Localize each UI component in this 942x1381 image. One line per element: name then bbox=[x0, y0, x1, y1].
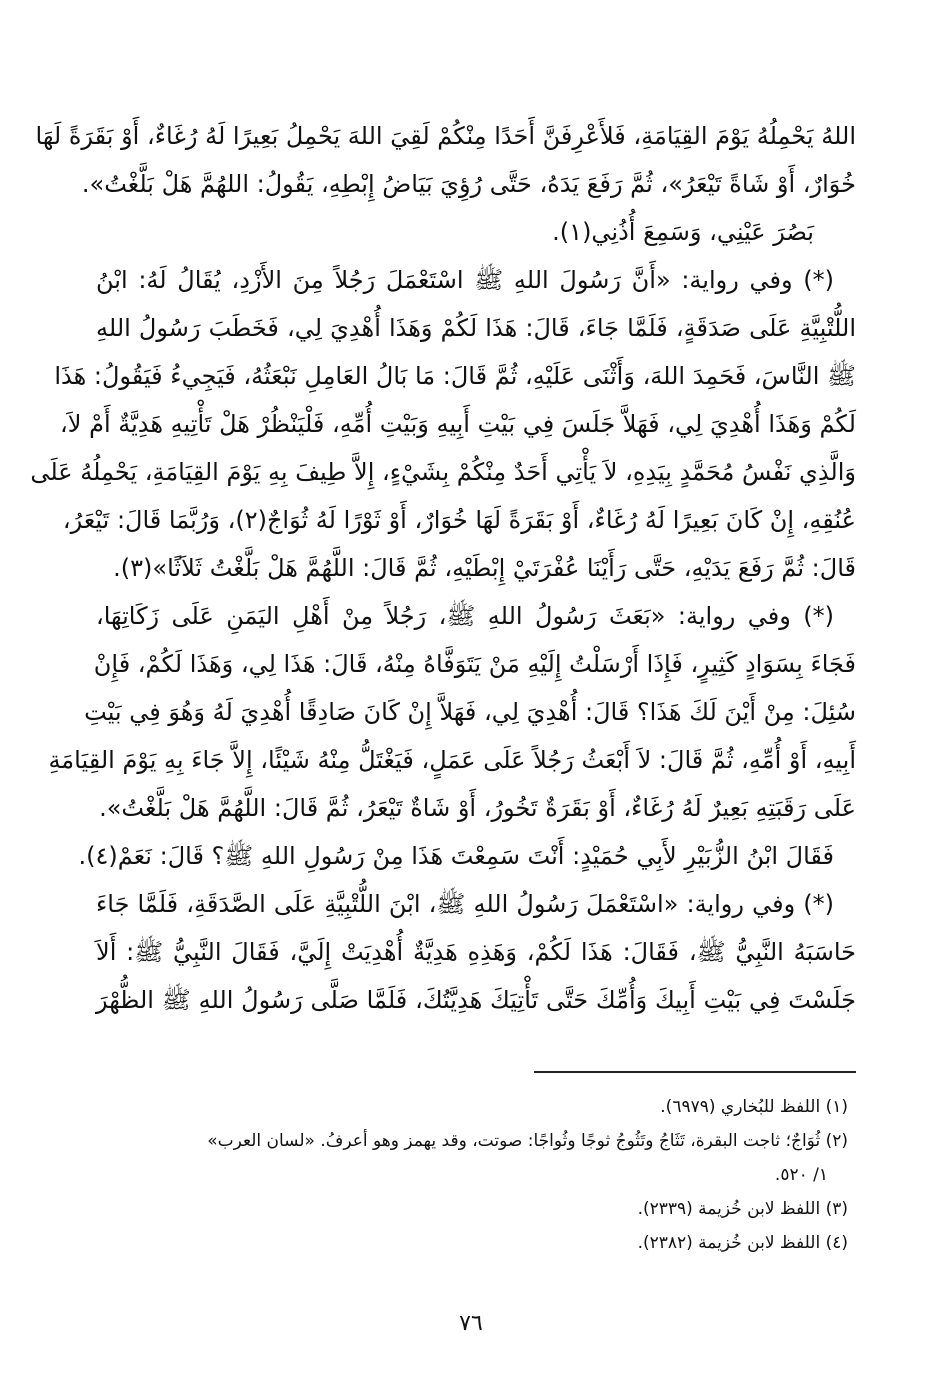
text-line: بَصُرَ عَيْنِي، وَسَمِعَ أُذُنِي(١). bbox=[552, 218, 814, 246]
text-line: فَجَاءَ بِسَوَادٍ كَثِيرٍ، فَإِذَا أَرْسَلْتُ إِلَيْهِ مَنْ يَتَوَفَّاهُ مِنْهُ، قَالَ: هَذَا لِي، وَهَذَا لَكُمْ، فَإِنْ bbox=[93, 650, 856, 678]
text-line: خُوَارٌ، أَوْ شَاةً تَيْعَرُ»، ثُمَّ رَفَعَ يَدَهُ، حَتَّى رُؤِيَ بَيَاضُ إِبْطِهِ، يَقُولُ: اللهُمَّ هَلْ بَلَّغْتُ». bbox=[81, 170, 856, 198]
footnote: (١) اللفظ للبُخاري (٦٩٧٩). bbox=[660, 1097, 848, 1117]
text-line: حَاسَبَهُ النَّبِيُّ ﷺ، فَقَالَ: هَذَا لَكُمْ، وَهَذِهِ هَدِيَّةٌ أُهْدِيَتْ إِلَيَّ، فَقَالَ النَّبِيُّ ﷺ: أَلاَ bbox=[96, 938, 856, 966]
footnotes bbox=[96, 1090, 856, 1260]
footnote: (٤) اللفظ لابن خُزيمة (٢٣٨٢). bbox=[637, 1233, 848, 1253]
footnote-continuation: ١/ ٥٢٠. bbox=[774, 1165, 828, 1185]
text-line: (*) وفي رواية: «اسْتَعْمَلَ رَسُولُ اللهِ ﷺ، ابْنَ اللُّتْبِيَّةِ عَلَى الصَّدَقَةِ، فَلَمَّا جَاءَ bbox=[96, 890, 834, 918]
text-line: جَلَسْتَ فِي بَيْتِ أَبِيكَ وَأُمِّكَ حَتَّى تَأْتِيَكَ هَدِيَّتُكَ، فَلَمَّا صَلَّى رَسُولُ اللهِ ﷺ الظُّهْرَ bbox=[96, 986, 856, 1014]
footnote-separator bbox=[534, 1071, 856, 1073]
text-line: (*) وفي رواية: «أَنَّ رَسُولَ اللهِ ﷺ اسْتَعْمَلَ رَجُلاً مِنَ الأَزْدِ، يُقَالُ لَهُ: ابْنُ bbox=[96, 266, 834, 294]
text-line: قَالَ: ثُمَّ رَفَعَ يَدَيْهِ، حَتَّى رَأَيْنَا عُفْرَتَيْ إِبْطَيْهِ، ثُمَّ قَالَ: اللَّهُمَّ هَلْ بَلَّغْتُ ثَلاَثًا»(٣). bbox=[113, 554, 856, 582]
text-line: فَقَالَ ابْنُ الزُّبَيْرِ لأَبِي حُمَيْدٍ: أَنْتَ سَمِعْتَ هَذَا مِنْ رَسُولِ اللهِ ﷺ؟ قَالَ: نَعَمْ(٤). bbox=[78, 842, 834, 870]
text-line: (*) وفي رواية: «بَعَثَ رَسُولُ اللهِ ﷺ، رَجُلاً مِنْ أَهْلِ اليَمَنِ عَلَى زَكَاتِهَا، bbox=[96, 602, 834, 630]
footnote: (٢) ثُوَاجٌ؛ ثاجت البقرة، تَثَاجُ وتَثُوجُ ثوجًا وثُواجًا: صوتت، وقد يهمز وهو أعرفُ. «لسان العرب» bbox=[207, 1131, 848, 1151]
text-line: وَالَّذِي نَفْسُ مُحَمَّدٍ بِيَدِهِ، لاَ يَأْتِي أَحَدٌ مِنْكُمْ بِشَيْءٍ، إِلاَّ طِيفَ بِهِ يَوْمَ القِيَامَةِ، يَحْمِلُهُ عَلَى bbox=[30, 458, 856, 486]
text-line: عَلَى رَقَبَتِهِ بَعِيرٌ لَهُ رُغَاءٌ، أَوْ بَقَرَةٌ تَخُورُ، أَوْ شَاةٌ تَيْعَرُ، ثُمَّ قَالَ: اللَّهُمَّ هَلْ بَلَّغْتُ». bbox=[99, 794, 856, 822]
text-line: لَكُمْ وَهَذَا أُهْدِيَ لِي، فَهَلاَّ جَلَسَ فِي بَيْتِ أَبِيهِ وَبَيْتِ أُمِّهِ، فَلْيَنْظُرْ هَلْ تَأْتِيهِ هَدِيَّةٌ أَمْ لاَ، bbox=[60, 410, 856, 438]
footnote: (٣) اللفظ لابن خُزيمة (٢٣٣٩). bbox=[637, 1199, 848, 1219]
text-line: اللهُ يَحْمِلُهُ يَوْمَ القِيَامَةِ، فَلأَعْرِفَنَّ أَحَدًا مِنْكُمْ لَقِيَ اللهَ يَحْمِلُ بَعِيرًا لَهُ رُغَاءٌ، أَوْ بَقَرَةً لَهَا bbox=[35, 122, 856, 150]
text-line: عُنُقِهِ، إِنْ كَانَ بَعِيرًا لَهُ رُغَاءٌ، أَوْ بَقَرَةً لَهَا خُوَارٌ، أَوْ ثَوْرًا لَهُ ثُوَاجٌ(٢)، وَرُبَّمَا قَالَ: تَيْعَرُ، bbox=[62, 506, 856, 534]
text-line: سُئِلَ: مِنْ أَيْنَ لَكَ هَذَا؟ قَالَ: أُهْدِيَ لِي، فَهَلاَّ إِنْ كَانَ صَادِقًا أُهْدِيَ لَهُ وَهُوَ فِي بَيْتِ bbox=[84, 698, 856, 726]
text-line: ﷺ النَّاسَ، فَحَمِدَ اللهَ، وَأَثْنَى عَلَيْهِ، ثُمَّ قَالَ: مَا بَالُ العَامِلِ نَبْعَثُهُ، فَيَجِيءُ فَيَقُولُ: هَذَا bbox=[54, 362, 856, 390]
text-line: اللُّتْبِيَّةِ عَلَى صَدَقَةٍ، فَلَمَّا جَاءَ، قَالَ: هَذَا لَكُمْ وَهَذَا أُهْدِيَ لِي، فَخَطَبَ رَسُولُ اللهِ bbox=[96, 314, 856, 342]
text-line: أَبِيهِ، أَوْ أُمِّهِ، ثُمَّ قَالَ: لاَ أَبْعَثُ رَجُلاً عَلَى عَمَلٍ، فَيَغْتَلُّ مِنْهُ شَيْئًا، إِلاَّ جَاءَ بِهِ يَوْمَ القِيَامَةِ bbox=[48, 746, 856, 774]
page-number: ٧٦ bbox=[459, 1311, 483, 1336]
main-text bbox=[30, 112, 856, 1024]
